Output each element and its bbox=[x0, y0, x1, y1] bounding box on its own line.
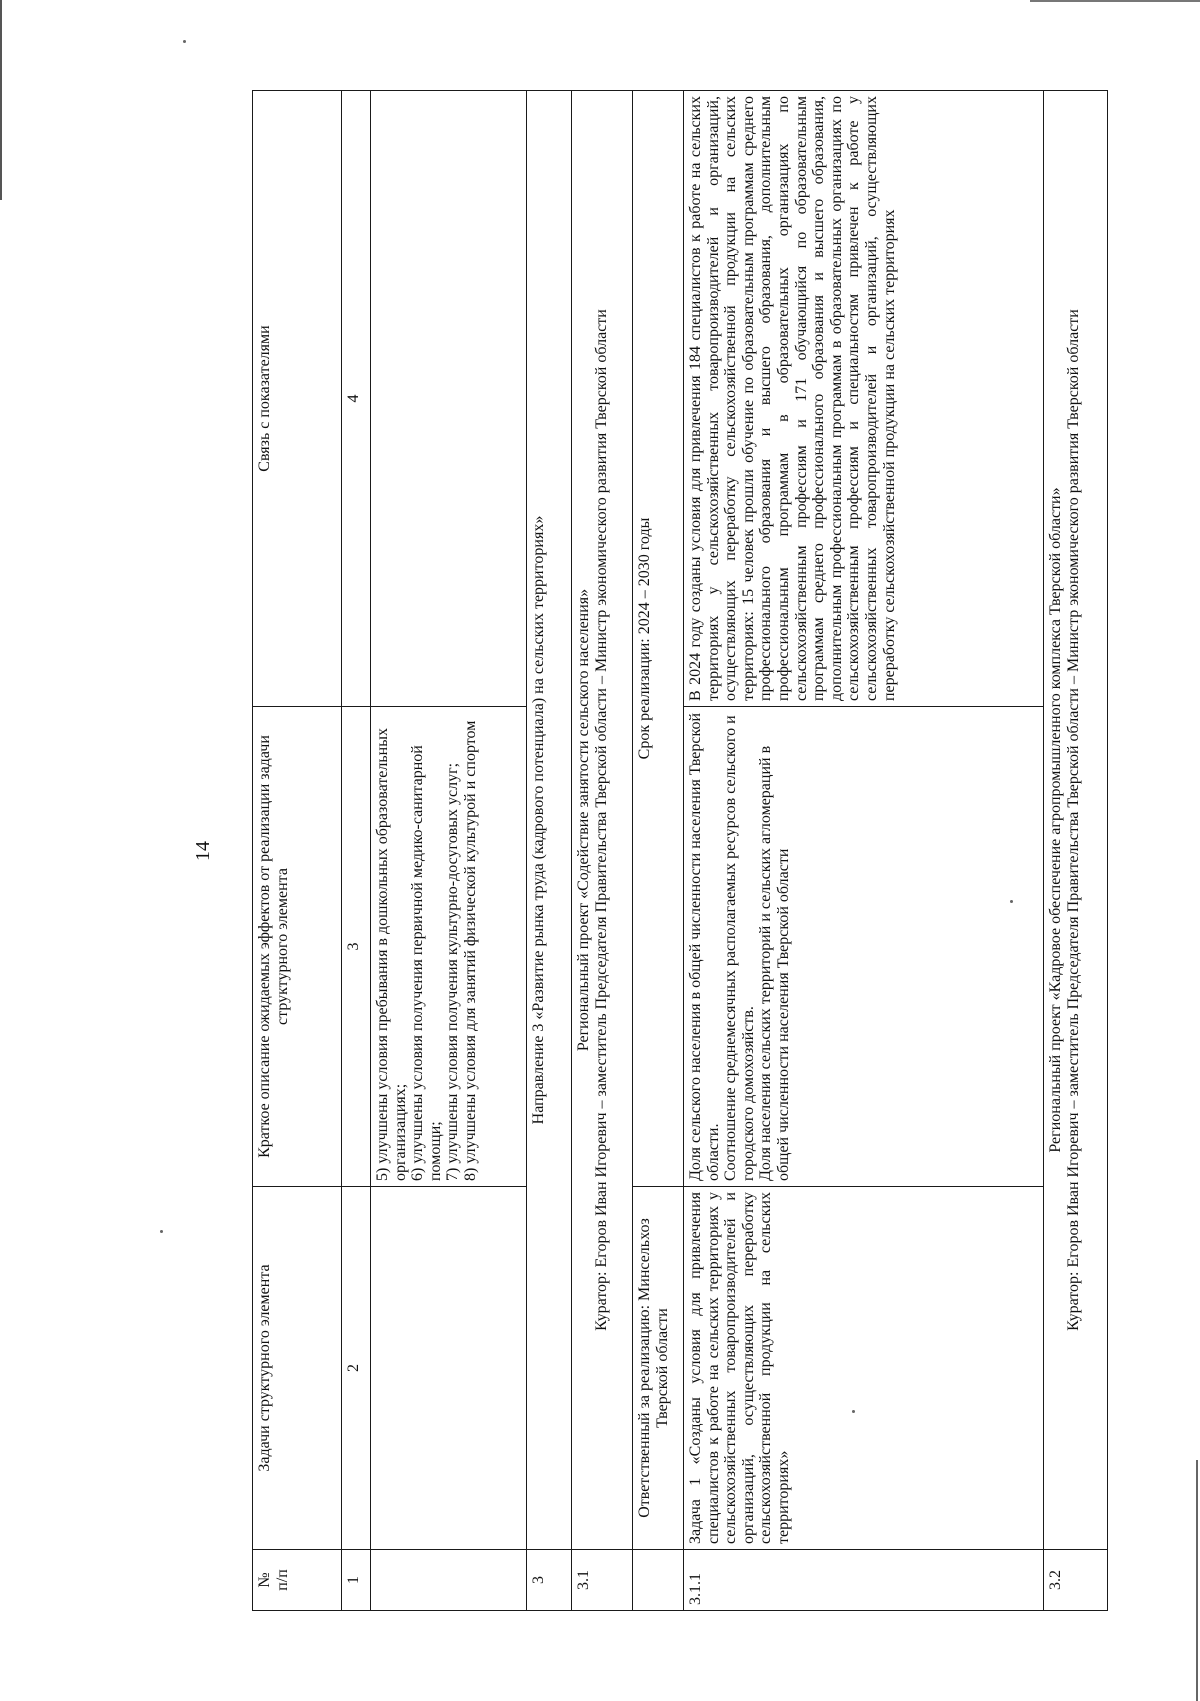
meta-num bbox=[633, 1550, 684, 1611]
project-3-2-num: 3.2 bbox=[1044, 1550, 1108, 1611]
col-number-3: 3 bbox=[342, 707, 371, 1187]
project-3-1-meta-row bbox=[633, 91, 684, 1611]
rotated-page bbox=[170, 91, 1082, 1611]
project-3-1-row bbox=[572, 91, 633, 1611]
task-3-1-1-num: 3.1.1 bbox=[684, 1550, 1044, 1611]
project-3-2-title: Региональный проект «Кадровое обеспечение агропромышленного комплекса Тверской области» bbox=[1047, 487, 1064, 1153]
project-3-2-row bbox=[1044, 91, 1108, 1611]
project-3-2-curator: Куратор: Егоров Иван Игоревич – заместитель Председателя Правительства Тверской области – Министр экономического развития Тверской области bbox=[1064, 309, 1082, 1331]
col-number-4: 4 bbox=[342, 91, 371, 707]
project-3-1-title: Региональный проект «Содействие занятости сельского населения» bbox=[575, 588, 592, 1052]
project-3-1-header bbox=[572, 91, 633, 1550]
page-number: 14 bbox=[192, 841, 214, 861]
header-row bbox=[253, 91, 342, 1611]
project-3-1-num: 3.1 bbox=[572, 1550, 633, 1611]
project-3-1-responsible: Ответственный за реализацию: Минсельхоз Тверской области bbox=[633, 1187, 684, 1550]
direction-num: 3 bbox=[527, 1550, 572, 1611]
header-tasks: Задачи структурного элемента bbox=[253, 1187, 342, 1550]
task-3-1-1-effects: В 2024 году созданы условия для привлечения 184 специалистов к работе на сельских территориях у сельскохозяйственных товаропроизводителей и организаций, осуществляющих переработку сельскохозяйственной продукции на сельских территориях: 15 человек прошли обучение по образовательным программам среднего профессионального образования и высшего образования, дополнительным профессиональным программам в образовательных организациях по сельскохозяйственным профессиям и 171 обучающийся по образовательным программам среднего профессионального образования и высшего образования, дополнительным профессиональным программам в образовательных организациях по сельскохозяйственным профессиям и специальностям привлечен к работе у сельскохозяйственных товаропроизводителей и организаций, осуществляющих переработку сельскохозяйственной продукции на сельских территориях bbox=[684, 91, 1044, 707]
continued-effects: 5) улучшены условия пребывания в дошкольных образовательных организациях; 6) улучшены условия получения первичной медико-санитарной помощи; 7) улучшены условия получения культурно-досуговых услуг; 8) улучшены условия для занятий физической культурой и спортом bbox=[371, 707, 527, 1187]
continued-task bbox=[371, 1187, 527, 1550]
continued-row bbox=[371, 91, 527, 1611]
structure-table bbox=[252, 90, 1108, 1611]
header-indicators: Связь с показателями bbox=[253, 91, 342, 707]
scan-edge-left bbox=[0, 0, 2, 200]
task-3-1-1-row bbox=[684, 91, 1044, 1611]
numbering-row bbox=[342, 91, 371, 1611]
direction-title: Направление 3 «Развитие рынка труда (кадрового потенциала) на сельских территориях» bbox=[527, 91, 572, 1550]
header-effects: Краткое описание ожидаемых эффектов от реализации задачи структурного элемента bbox=[253, 707, 342, 1187]
task-3-1-1-description: Задача 1 «Созданы условия для привлечения специалистов к работе на сельских территориях у сельскохозяйственных товаропроизводителей и организаций, осуществляющих переработку сельскохозяйственной продукции на сельских территориях» bbox=[684, 1187, 1044, 1550]
project-3-1-curator: Куратор: Егоров Иван Игоревич – заместитель Председателя Правительства Тверской области – Министр экономического развития Тверской области bbox=[592, 309, 610, 1331]
col-number-1: 1 bbox=[342, 1550, 371, 1611]
continued-indicators bbox=[371, 91, 527, 707]
project-3-1-period: Срок реализации: 2024 – 2030 годы bbox=[633, 91, 684, 1187]
scan-speck bbox=[183, 40, 186, 43]
scan-edge-right bbox=[1196, 1460, 1198, 1701]
direction-row bbox=[527, 91, 572, 1611]
header-num: № п/п bbox=[253, 1550, 342, 1611]
task-3-1-1-indicators: Доля сельского населения в общей численности населения Тверской области. Соотношение среднемесячных располагаемых ресурсов сельского и городского домохозяйств. Доля населения сельских территорий и сельских агломераций в общей численности населения Тверской области bbox=[684, 707, 1044, 1187]
col-number-2: 2 bbox=[342, 1187, 371, 1550]
scan-edge-top bbox=[1030, 0, 1200, 2]
continued-num bbox=[371, 1550, 527, 1611]
scan-speck bbox=[160, 1230, 163, 1233]
project-3-2-header bbox=[1044, 91, 1108, 1550]
